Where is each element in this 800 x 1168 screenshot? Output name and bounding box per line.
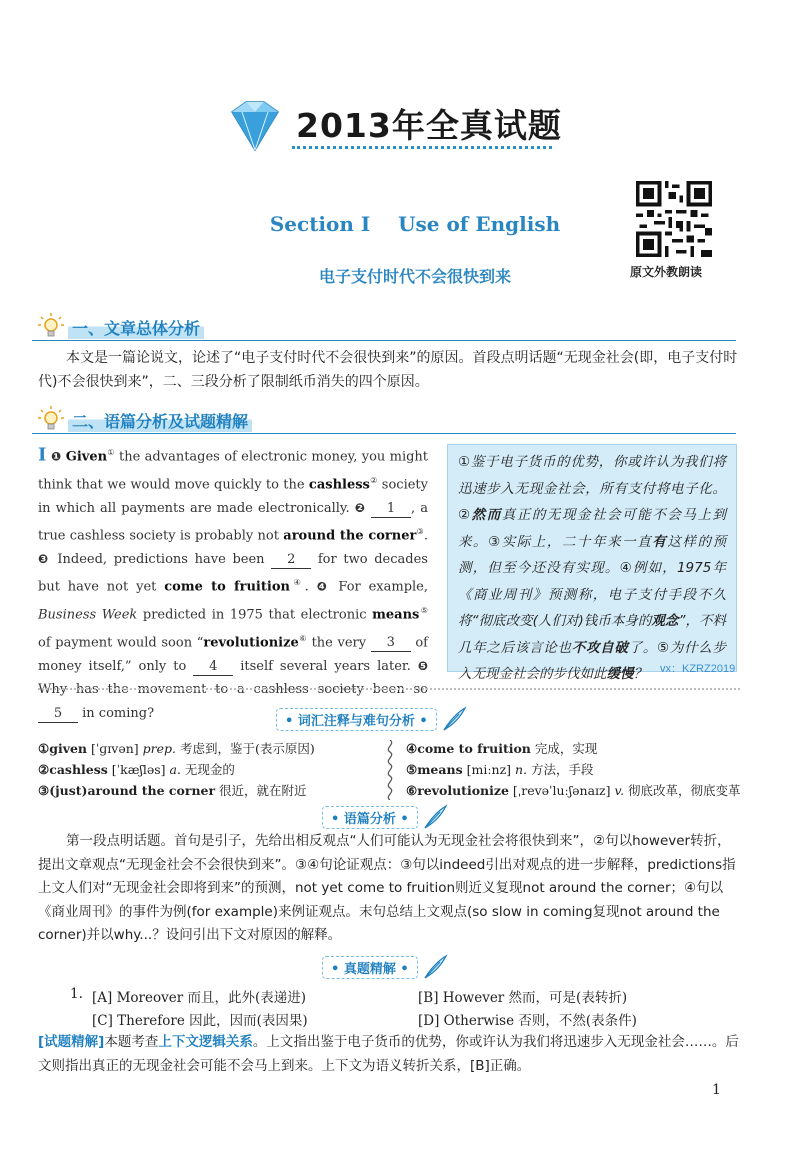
translation-box: ①鉴于电子货币的优势，你或许认为我们将迅速步入无现金社会，所有支付将电子化。②然而真正的无现金社会可能不会马上到来。③实际上，二十年来一直有这样的预测，但至今还没有实现。④例如，1975年《商业周刊》预测称，电子支付手段不久将“彻底改变(人们对)钱币本身的观念”，不料几年之后该言论也不攻自破了。⑤为什么步入无现金社会的步伐如此缓慢？ [447, 444, 737, 672]
heading-label: 二、语篇分析及试题精解 [68, 409, 252, 432]
question-number: 1. [70, 986, 83, 1002]
heading-discourse-analysis [32, 407, 736, 434]
divider [38, 688, 740, 690]
spring-divider-icon [383, 740, 397, 800]
page-title: 2013年全真试题 [296, 106, 562, 145]
heading-overall-analysis [32, 314, 736, 341]
option-b[interactable]: [B] However 然而，可是(表转折) [418, 990, 628, 1006]
page-number: 1 [712, 1082, 721, 1098]
quill-icon [422, 954, 448, 980]
vocab-item: ④come to fruition 完成，实现 [406, 741, 598, 756]
quill-icon [441, 706, 467, 732]
vocab-list-right [406, 738, 746, 801]
vocab-item: ③(just)around the corner 很近，就在附近 [38, 783, 307, 798]
qr-caption: 原文外教朗读 [630, 265, 703, 279]
article-subtitle: 电子支付时代不会很快到来 [318, 267, 511, 286]
blank-4[interactable]: 4 [193, 659, 233, 676]
analysis-paragraph: 第一段点明话题。首句是引子，先给出相反观点“人们可能认为无现金社会将很快到来”，②句以however转折，提出文章观点“无现金社会不会很快到来”。③④句论证观点：③句以indeed引出对观点的进一步解释，predictions指上文人们对“无现金社会即将到来”的预测，not yet come to fruition则近义复现not around the corner；④句以《商业周刊》的事件为例(for example)来例证观点。末句总结上文观点(so slow in coming复现not around the corner)并以why...？设问引出下文对原因的解释。 [38, 833, 736, 943]
summary-paragraph: 本文是一篇论说文，论述了“电子支付时代不会很快到来”的原因。首段点明话题“无现金社会(即，电子支付时代)不会很快到来”，二、三段分析了限制纸币消失的四个原因。 [38, 350, 738, 390]
watermark-text: vx：KZRZ2019 [660, 663, 736, 675]
blank-5[interactable]: 5 [38, 706, 78, 723]
vocab-item: ②cashless [ˈkæʃləs] a. 无现金的 [38, 762, 235, 777]
analysis-heading: • 语篇分析 • [322, 804, 448, 830]
vocab-item: ⑤means [miːnz] n. 方法，手段 [406, 762, 594, 777]
option-c[interactable]: [C] Therefore 因此，因而(表因果) [92, 1013, 308, 1029]
blank-2[interactable]: 2 [271, 552, 311, 569]
lightbulb-icon [38, 312, 64, 340]
answer-explanation: [试题精解]本题考查上下文逻辑关系。上文指出鉴于电子货币的优势，你或许认为我们将迅速步入无现金社会……。后文则指出真正的无现金社会可能不会马上到来。上下文为语义转折关系，[B]正确。 [38, 1034, 739, 1074]
vocab-heading: • 词汇注释与难句分析 • [276, 706, 467, 732]
section-title: Section Ⅰ Use of English [269, 212, 561, 236]
vocab-item: ①given [ˈɡɪvən] prep. 考虑到，鉴于(表示原因) [38, 741, 315, 756]
quill-icon [422, 804, 448, 830]
blank-1[interactable]: 1 [371, 501, 411, 518]
vocab-list-left [38, 738, 378, 801]
diamond-icon [222, 98, 286, 154]
vocab-item: ⑥revolutionize [ˌrevəˈluːʃənaɪz] v. 彻底改革，彻底变革 [406, 783, 741, 798]
blank-3[interactable]: 3 [371, 635, 411, 652]
title-underline [292, 146, 552, 149]
english-passage: Ⅰ ❶ Given① the advantages of electronic money, you might think that we would move quickly to the cashless② society in which all payments are made electronically. ❷ 1 , a true cashless society is probably not around the corner③. ❸ Indeed, predictions have been 2 for two decades but have not yet come to fruition④. ❹ For example, Business Week predicted in 1975 that electronic means⑤ of payment would soon “revolutionize⑥ the very 3 of money itself,” only to 4 itself several years later. ❺ Why has the movement to a cashless society been so 5 in coming? [38, 444, 429, 721]
lightbulb-icon [38, 405, 64, 433]
option-d[interactable]: [D] Otherwise 否则，不然(表条件) [418, 1013, 637, 1029]
heading-label: 一、文章总体分析 [68, 316, 204, 339]
option-a[interactable]: [A] Moreover 而且，此外(表递进) [92, 990, 306, 1006]
answer-heading: • 真题精解 • [322, 954, 448, 980]
